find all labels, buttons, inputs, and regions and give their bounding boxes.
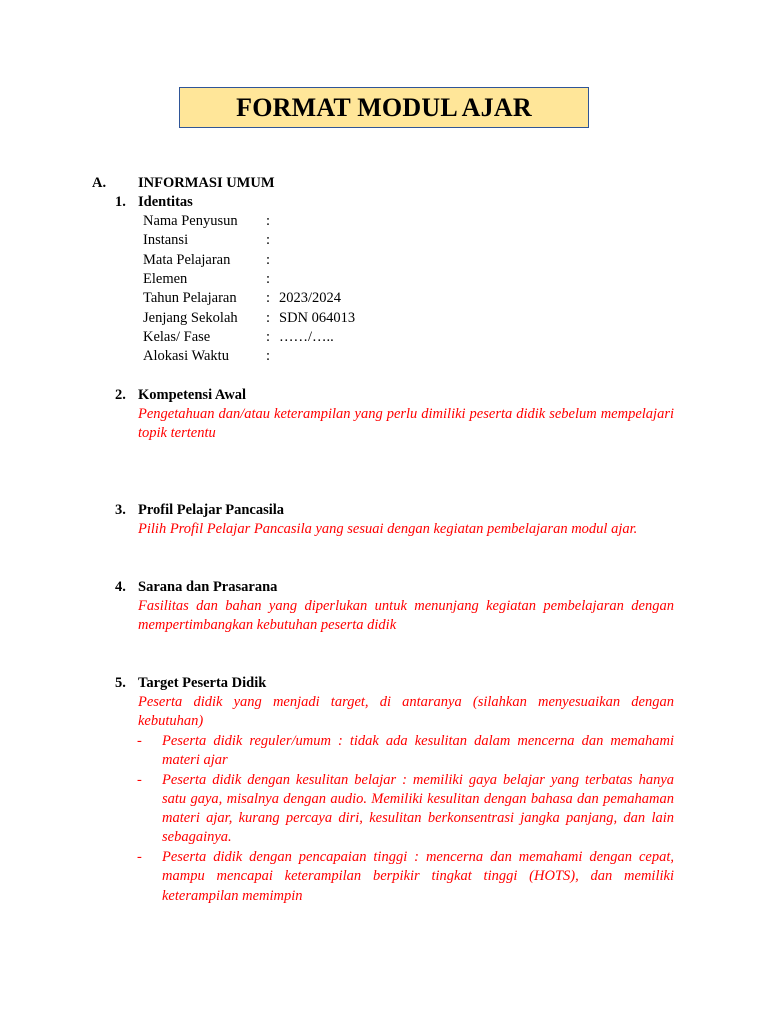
bullet-dash: - bbox=[137, 771, 142, 788]
identitas-row bbox=[143, 347, 443, 366]
target-guidance: Peserta didik yang menjadi target, di antaranya (silahkan menyesuaikan dengan kebutuhan) bbox=[138, 694, 674, 730]
field-colon: : bbox=[266, 232, 271, 248]
field-colon: : bbox=[266, 271, 271, 287]
field-label: Instansi bbox=[143, 232, 189, 248]
section-heading: INFORMASI UMUM bbox=[138, 175, 275, 191]
field-colon: : bbox=[266, 309, 271, 326]
section-letter: A. bbox=[92, 175, 107, 191]
field-value: ……/….. bbox=[279, 329, 334, 345]
profil-number: 3. bbox=[115, 502, 126, 518]
field-colon: : bbox=[266, 251, 271, 268]
profil-heading: Profil Pelajar Pancasila bbox=[138, 502, 285, 518]
field-value: 2023/2024 bbox=[279, 290, 342, 306]
identitas-row bbox=[143, 231, 443, 250]
kompetensi-guidance: Pengetahuan dan/atau keterampilan yang perlu dimiliki peserta didik sebelum mempelajari topik tertentu bbox=[138, 406, 674, 442]
identitas-heading: Identitas bbox=[138, 194, 193, 210]
kompetensi-number: 2. bbox=[115, 387, 126, 403]
identitas-number: 1. bbox=[115, 194, 126, 210]
field-colon: : bbox=[266, 213, 271, 229]
identitas-row bbox=[143, 328, 443, 347]
field-colon: : bbox=[266, 290, 271, 306]
target-bullet: Peserta didik dengan kesulitan belajar : memiliki gaya belajar yang terbatas hanya satu gaya, misalnya dengan audio. Memiliki kesulitan dengan bahasa dan pemahaman materi ajar, kurang percaya diri, kesulitan berkonsentrasi jangka panjang, dan lain sebagainya. bbox=[162, 771, 674, 846]
field-colon: : bbox=[266, 348, 271, 364]
identitas-row bbox=[143, 251, 443, 270]
field-label: Elemen bbox=[143, 271, 188, 287]
field-label: Jenjang Sekolah bbox=[143, 309, 238, 326]
identitas-row bbox=[143, 309, 443, 328]
profil-guidance: Pilih Profil Pelajar Pancasila yang sesuai dengan kegiatan pembelajaran modul ajar. bbox=[138, 521, 638, 537]
field-label: Kelas/ Fase bbox=[143, 329, 211, 345]
target-bullet: Peserta didik reguler/umum : tidak ada kesulitan dalam mencerna dan memahami materi ajar bbox=[162, 733, 674, 769]
sarana-number: 4. bbox=[115, 579, 126, 595]
field-label: Nama Penyusun bbox=[143, 213, 238, 229]
field-value: SDN 064013 bbox=[279, 309, 356, 326]
bullet-dash: - bbox=[137, 733, 142, 749]
field-label: Alokasi Waktu bbox=[143, 348, 229, 364]
sarana-guidance: Fasilitas dan bahan yang diperlukan untuk menunjang kegiatan pembelajaran dengan mempertimbangkan kebutuhan peserta didik bbox=[138, 598, 674, 634]
identitas-row bbox=[143, 289, 443, 308]
target-bullet: Peserta didik dengan pencapaian tinggi : mencerna dan memahami dengan cepat, mampu mencapai keterampilan berpikir tingkat tinggi (HOTS), dan memiliki keterampilan memimpin bbox=[162, 849, 674, 904]
bullet-dash: - bbox=[137, 849, 142, 865]
kompetensi-heading: Kompetensi Awal bbox=[138, 387, 247, 403]
target-number: 5. bbox=[115, 675, 126, 691]
sarana-heading: Sarana dan Prasarana bbox=[138, 579, 278, 595]
identitas-row bbox=[143, 270, 443, 289]
field-colon: : bbox=[266, 329, 271, 345]
field-label: Tahun Pelajaran bbox=[143, 290, 237, 306]
target-heading: Target Peserta Didik bbox=[138, 675, 267, 691]
document-title: FORMAT MODUL AJAR bbox=[179, 87, 589, 128]
identitas-row bbox=[143, 212, 443, 231]
field-label: Mata Pelajaran bbox=[143, 251, 231, 268]
